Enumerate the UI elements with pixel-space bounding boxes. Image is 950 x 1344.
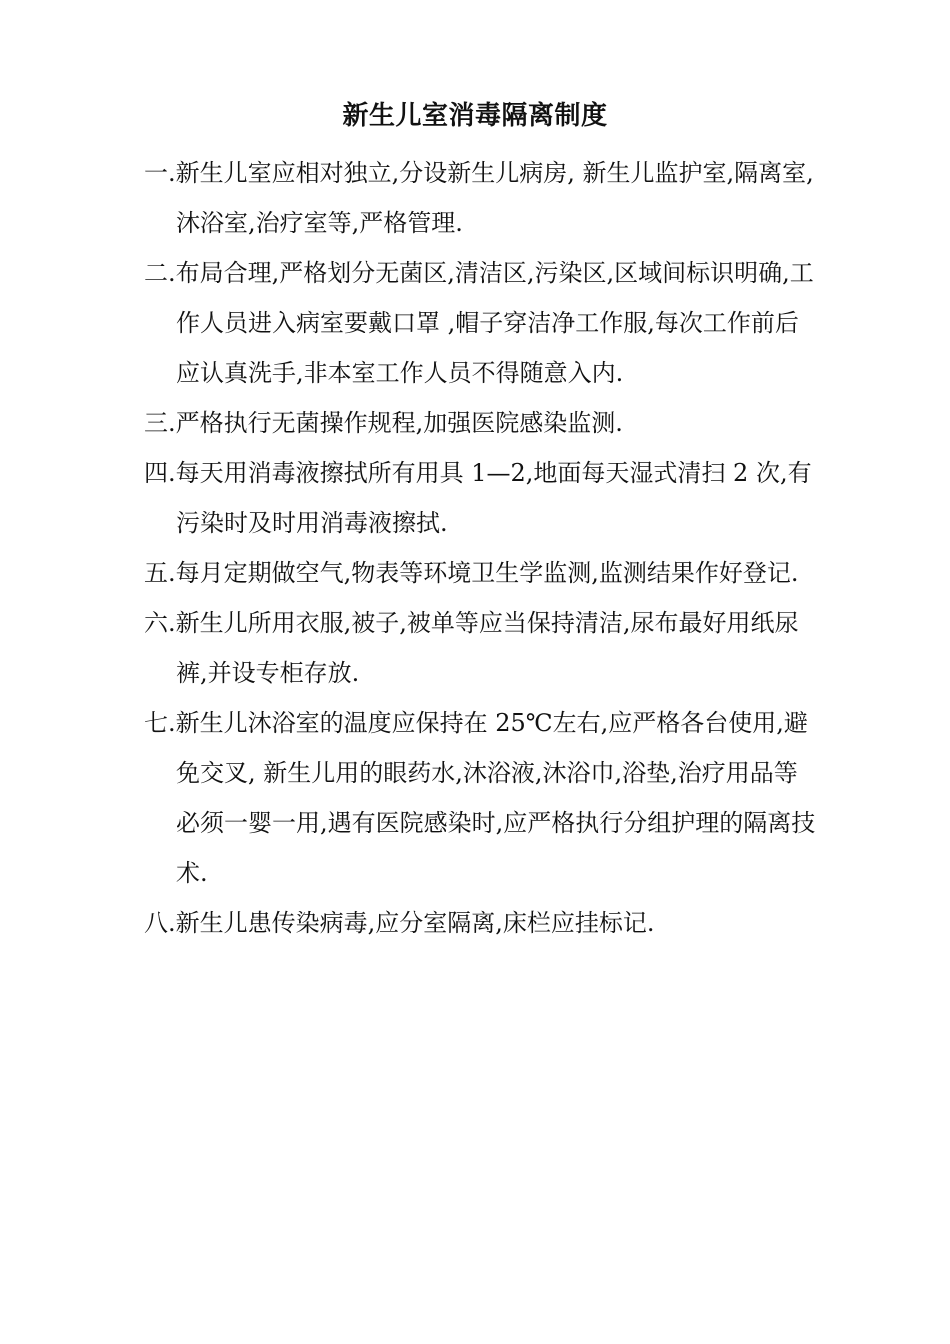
rule-item-1: 一.新生儿室应相对独立,分设新生儿病房, 新生儿监护室,隔离室,沐浴室,治疗室等,严格管理. <box>144 159 814 237</box>
rule-item-8: 八.新生儿患传染病毒,应分室隔离,床栏应挂标记. <box>144 909 655 937</box>
rule-item-5: 五.每月定期做空气,物表等环境卫生学监测,监测结果作好登记. <box>144 559 799 587</box>
rule-list <box>144 148 820 948</box>
document-title: 新生儿室消毒隔离制度 <box>342 101 608 131</box>
rule-item-2: 二.布局合理,严格划分无菌区,清洁区,污染区,区域间标识明确,工作人员进入病室要戴口罩 ,帽子穿洁净工作服,每次工作前后应认真洗手,非本室工作人员不得随意入内. <box>144 259 814 387</box>
rule-item-6: 六.新生儿所用衣服,被子,被单等应当保持清洁,尿布最好用纸尿裤,并设专柜存放. <box>144 609 799 687</box>
rule-item-3: 三.严格执行无菌操作规程,加强医院感染监测. <box>144 409 623 437</box>
rule-item-7: 七.新生儿沐浴室的温度应保持在 25℃左右,应严格各台使用,避免交叉, 新生儿用的眼药水,沐浴液,沐浴巾,浴垫,治疗用品等必须一婴一用,遇有医院感染时,应严格执行分组护理的隔离技术. <box>144 709 816 887</box>
rule-item-4: 四.每天用消毒液擦拭所有用具 1—2,地面每天湿式清扫 2 次,有污染时及时用消毒液擦拭. <box>144 459 812 537</box>
